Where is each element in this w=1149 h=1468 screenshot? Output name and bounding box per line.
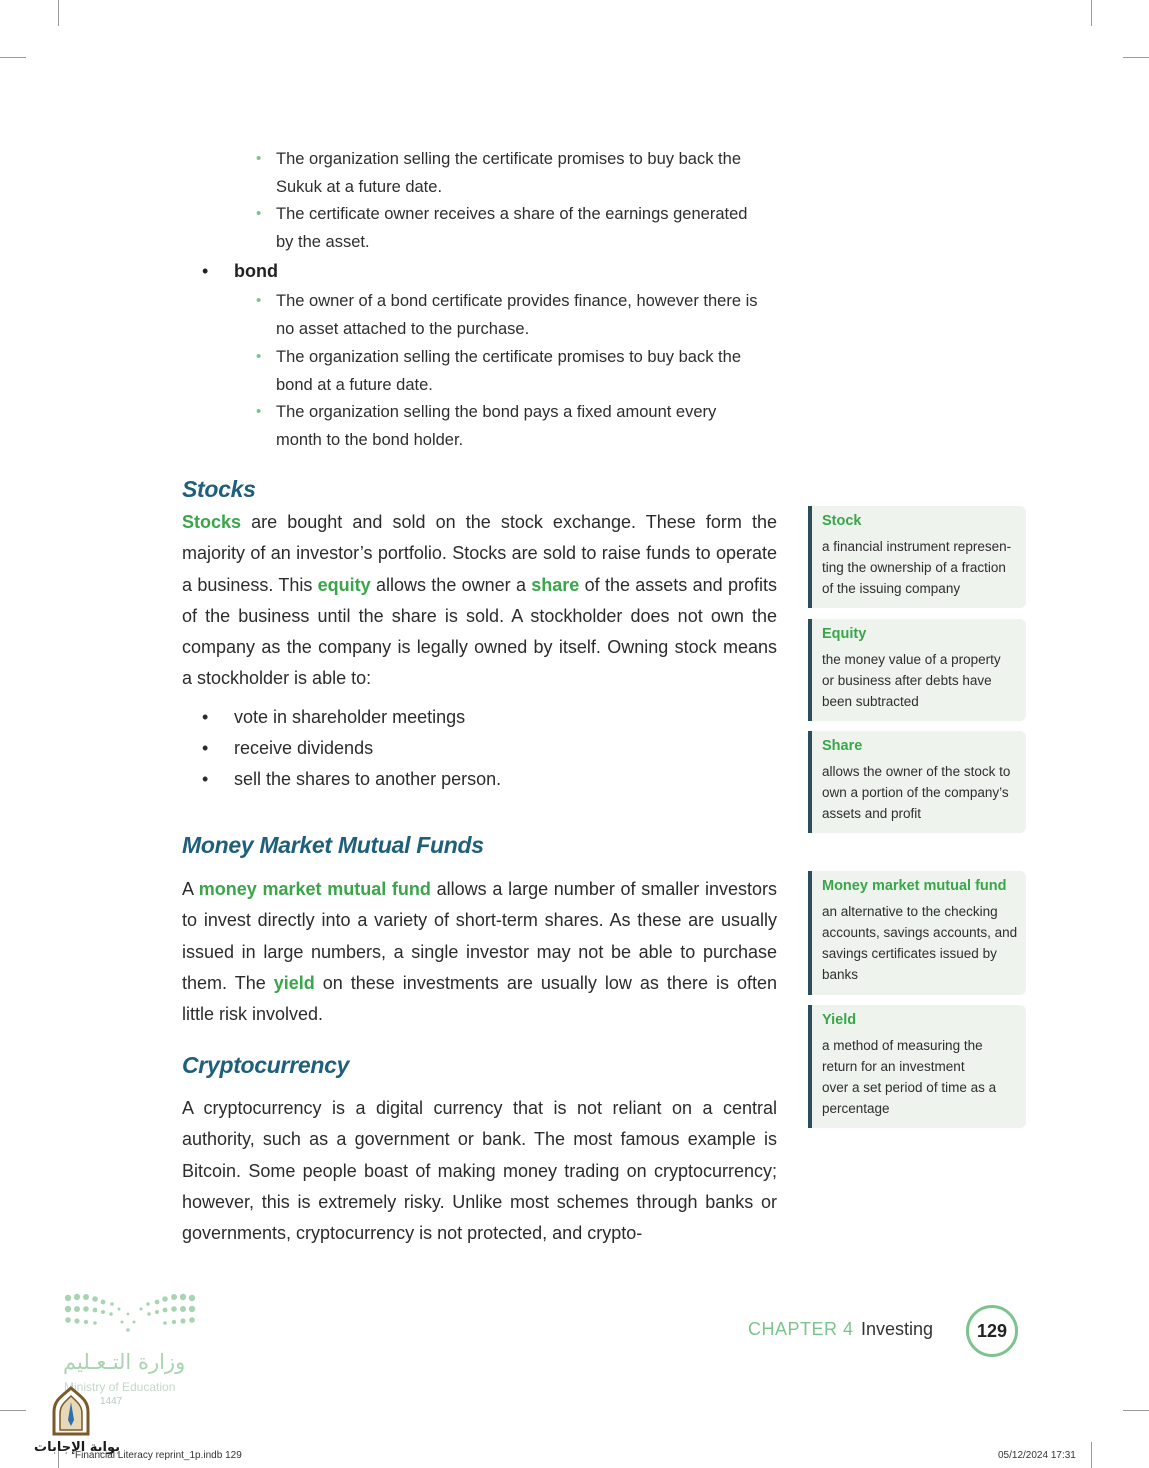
- bullet-icon: •: [202, 769, 209, 789]
- definition-line: return for an investment: [822, 1059, 965, 1074]
- bond-label: bond: [234, 261, 278, 281]
- paragraph-text: on these investments are usually low as there is often little risk involved.: [182, 972, 777, 1025]
- keyword-stocks: Stocks: [182, 512, 242, 532]
- definition-line: an alternative to the checking: [822, 904, 998, 919]
- bullet-icon: •: [256, 205, 262, 222]
- bullet-icon: •: [202, 261, 209, 281]
- definition-line: own a portion of the company’s: [822, 785, 1009, 800]
- paragraph-text: allows a large number of smaller investors to invest directly into a variety of short-term shares. As these are usually issued in large numbers, a single investor may not be able to purchase them. The: [182, 879, 778, 993]
- mosque-emblem-icon: [48, 1386, 94, 1438]
- crop-mark: [58, 0, 59, 26]
- glossary-box-money-market-mutual-fund: [808, 871, 1026, 995]
- chapter-label: CHAPTER 4: [748, 1319, 854, 1339]
- glossary-term: Equity: [822, 626, 867, 642]
- watermark-text: بوابة الإجابات: [34, 1440, 120, 1455]
- definition-line: accounts, savings accounts, and: [822, 925, 1018, 940]
- glossary-term: Money market mutual fund: [822, 878, 1007, 894]
- list-item-line: The organization selling the certificate promises to buy back the: [276, 348, 741, 366]
- list-item: [256, 398, 781, 454]
- definition-line: a financial instrument represen-: [822, 539, 1012, 554]
- glossary-box-stock: [808, 506, 1026, 608]
- definition-line: of the issuing company: [822, 581, 961, 596]
- glossary-definition: [822, 761, 1018, 824]
- glossary-definition: [822, 649, 1018, 712]
- bullet-icon: •: [202, 707, 209, 727]
- keyword-money-market-mutual-fund: money market mutual fund: [198, 879, 431, 899]
- definition-line: over a set period of time as a: [822, 1080, 997, 1095]
- paragraph-text: allows the owner a: [370, 574, 532, 595]
- section-heading-stocks: Stocks: [182, 476, 256, 502]
- glossary-box-share: [808, 731, 1026, 833]
- list-item-text: receive dividends: [234, 738, 374, 758]
- glossary-term: Stock: [822, 513, 862, 529]
- definition-line: a method of measuring the: [822, 1038, 983, 1053]
- bullet-icon: •: [256, 150, 262, 167]
- definition-line: or business after debts have: [822, 673, 992, 688]
- section-heading-mmmf: Money Market Mutual Funds: [182, 832, 484, 858]
- definition-line: allows the owner of the stock to: [822, 764, 1011, 779]
- definition-line: been subtracted: [822, 694, 919, 709]
- list-item: [256, 287, 781, 343]
- list-item-line: no asset attached to the purchase.: [276, 320, 530, 338]
- bullet-icon: •: [256, 403, 262, 420]
- definition-line: ting the ownership of a fraction: [822, 560, 1006, 575]
- list-item-line: The certificate owner receives a share of the earnings generated: [276, 205, 748, 223]
- keyword-share: share: [531, 574, 580, 595]
- chapter-title: Investing: [861, 1319, 934, 1339]
- glossary-box-yield: [808, 1005, 1026, 1128]
- keyword-yield: yield: [273, 972, 315, 993]
- ministry-dots-logo-icon: [62, 1290, 202, 1340]
- keyword-equity: equity: [317, 574, 371, 595]
- definition-line: the money value of a property: [822, 652, 1001, 667]
- crypto-paragraph: A cryptocurrency is a digital currency that is not reliant on a central authority, such as a government or bank. The most famous example is Bitcoin. Some people boast of making money trading on cryptocurrency; however, this is extremely risky. Unlike most schemes through banks or governments, cryptocurrency is not protected, and crypto-: [182, 1098, 777, 1244]
- crop-mark: [1123, 57, 1149, 58]
- list-item-line: bond at a future date.: [276, 376, 433, 394]
- glossary-term: Share: [822, 738, 863, 754]
- bullet-icon: •: [202, 738, 209, 758]
- glossary-definition: [822, 536, 1018, 599]
- paragraph-text: A: [182, 879, 199, 899]
- list-item-text: vote in shareholder meetings: [234, 707, 466, 727]
- list-item-line: month to the bond holder.: [276, 431, 464, 449]
- definition-line: savings certificates issued by: [822, 946, 997, 961]
- crop-mark: [0, 57, 26, 58]
- ministry-year: 1447: [100, 1396, 123, 1407]
- glossary-definition: [822, 1035, 1018, 1119]
- bullet-icon: •: [256, 348, 262, 365]
- definition-line: banks: [822, 967, 859, 982]
- paragraph-text: are bought and sold on the stock exchange. These form the majority of an investor’s portfolio. Stocks are sold to raise funds to operate a business. This: [182, 512, 777, 595]
- list-item: [256, 200, 781, 256]
- ministry-english-name: Ministry of Education: [64, 1380, 176, 1394]
- crop-mark: [0, 1410, 26, 1411]
- bullet-icon: •: [256, 292, 262, 309]
- mmmf-paragraph: [182, 874, 777, 1030]
- glossary-term: Yield: [822, 1012, 857, 1028]
- list-item-text: sell the shares to another person.: [234, 769, 502, 789]
- list-item: [256, 145, 781, 201]
- page-number-text: 129: [976, 1320, 1008, 1341]
- definition-line: assets and profit: [822, 806, 922, 821]
- crop-mark: [1091, 0, 1092, 26]
- print-slug-file: Financial Literacy reprint_1p.indb 129: [75, 1450, 242, 1461]
- page-number: [966, 1305, 1018, 1357]
- section-heading-crypto: Cryptocurrency: [182, 1052, 350, 1078]
- paragraph-text: of the assets and profits of the business until the share is sold. A stockholder does not own the company as the company is legally owned by itself. Owning stock means a stockholder is able to:: [182, 574, 777, 689]
- ministry-arabic-name: وزارة التـعـليم: [63, 1350, 186, 1374]
- glossary-definition: [822, 901, 1018, 985]
- list-item-line: The organization selling the bond pays a fixed amount every: [276, 403, 717, 421]
- list-item-line: Sukuk at a future date.: [276, 178, 443, 196]
- list-item: [256, 343, 781, 399]
- list-item-line: The owner of a bond certificate provides finance, however there is: [276, 292, 758, 310]
- stocks-paragraph: [182, 507, 777, 695]
- list-item-line: The organization selling the certificate promises to buy back the: [276, 150, 741, 168]
- glossary-box-equity: [808, 619, 1026, 721]
- definition-line: percentage: [822, 1101, 890, 1116]
- print-slug-date: 05/12/2024 17:31: [998, 1450, 1076, 1461]
- list-item-line: by the asset.: [276, 233, 370, 251]
- crop-mark: [1091, 1442, 1092, 1468]
- crop-mark: [1123, 1410, 1149, 1411]
